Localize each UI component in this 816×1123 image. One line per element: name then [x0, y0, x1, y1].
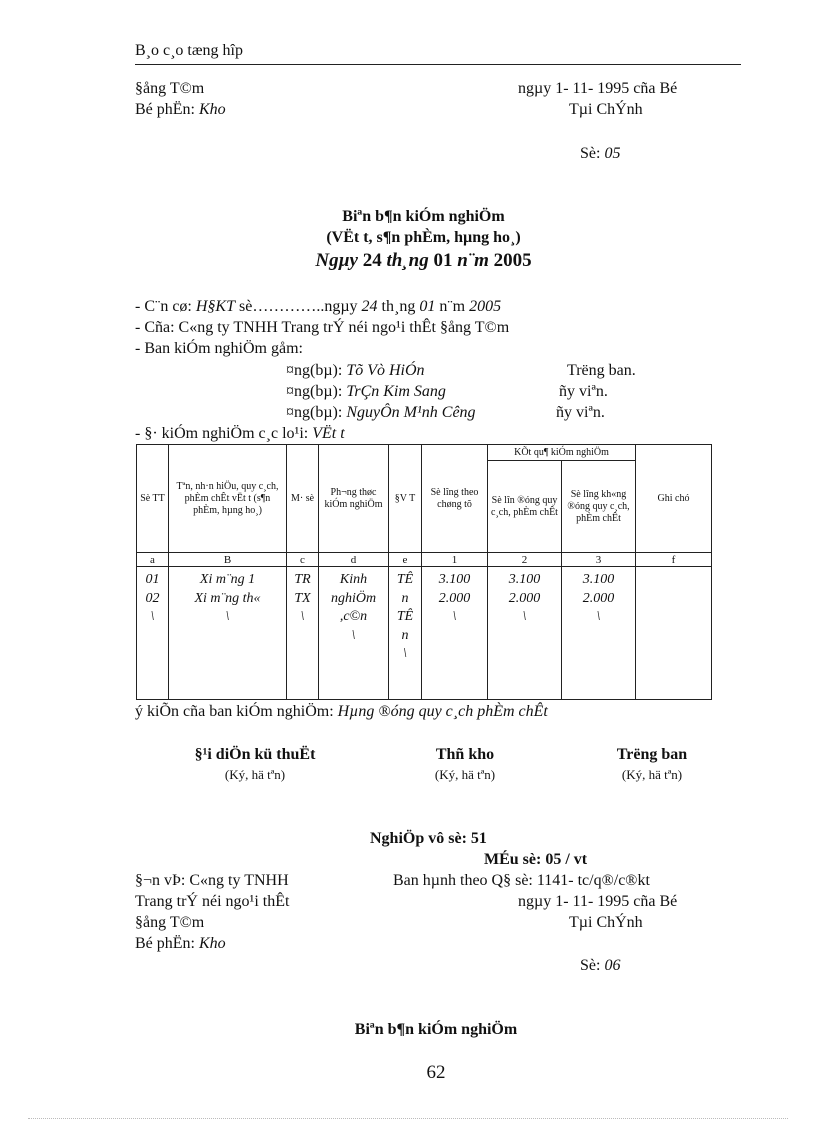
- org-name: §ång T©m: [135, 80, 205, 97]
- org-name-2: §ång T©m: [135, 914, 205, 931]
- col-header-stt: Sè TT: [137, 445, 169, 553]
- ministry: Tµi ChÝnh: [569, 101, 643, 118]
- department: Bé phËn: Kho: [135, 101, 226, 118]
- cell-ok: 3.100 2.000 \: [488, 567, 562, 700]
- letter-cell: 2: [488, 553, 562, 567]
- document-number: Sè: 05: [580, 145, 621, 162]
- letter-cell: d: [319, 553, 389, 567]
- signature-sub-head: (Ký, hä tªn): [621, 767, 683, 782]
- letter-cell: e: [389, 553, 422, 567]
- cell-stt: 01 02 \: [137, 567, 169, 700]
- letter-cell: 3: [562, 553, 636, 567]
- decision-date: ngµy 1- 11- 1995 cña Bé: [518, 80, 678, 97]
- department-2: Bé phËn: Kho: [135, 935, 226, 952]
- transaction-number: NghiÖp vô sè: 51: [370, 830, 487, 847]
- unit-line2: Trang trÝ néi ngo¹i thÊt: [135, 893, 290, 910]
- member-2: ¤ng(bµ): TrÇn Kim Sang: [286, 383, 446, 400]
- member-3-role: ñy viªn.: [556, 404, 605, 421]
- table-row: [137, 567, 712, 700]
- letter-cell: f: [636, 553, 712, 567]
- col-header-ok: Sè lîn ®óng quy c¸ch, phÈm chÊt: [488, 461, 562, 553]
- page-bottom-border: [28, 1118, 788, 1119]
- cell-method: Kinh nghiÖm ,c©n \: [319, 567, 389, 700]
- col-header-note: Ghi chó: [636, 445, 712, 553]
- report-date: Ngµy 24 th¸ng 01 n¨m 2005: [315, 250, 532, 271]
- page-number: 62: [426, 1062, 446, 1083]
- report-title: Biªn b¶n kiÓm nghiÖm: [342, 208, 505, 225]
- signature-sub-storekeeper: (Ký, hä tªn): [434, 767, 496, 782]
- signature-title-head: Trëng ban: [616, 746, 688, 763]
- committee-opinion: ý kiÕn cña ban kiÓm nghiÖm: Hµng ®óng quy c¸ch phÈm chÊt: [135, 703, 548, 720]
- ministry-2: Tµi ChÝnh: [569, 914, 643, 931]
- letter-cell: a: [137, 553, 169, 567]
- member-2-role: ñy viªn.: [559, 383, 608, 400]
- header-rule: [135, 64, 741, 65]
- inspection-table: [136, 444, 712, 700]
- member-1-role: Trëng ban.: [567, 362, 636, 379]
- company-line: - Cña: C«ng ty TNHH Trang trÝ néi ngo¹i thÊt §ång T©m: [135, 319, 510, 336]
- letter-cell: 1: [422, 553, 488, 567]
- signature-title-technical: §¹i diÖn kü thuËt: [194, 746, 316, 763]
- basis-line: - C¨n cø: H§KT sè…………..ngµy 24 th¸ng 01 n¨m 2005: [135, 298, 502, 315]
- col-header-code: M· sè: [287, 445, 319, 553]
- decision-date-2: ngµy 1- 11- 1995 cña Bé: [518, 893, 678, 910]
- letter-cell: c: [287, 553, 319, 567]
- member-1: ¤ng(bµ): Tõ Vò HiÓn: [286, 362, 425, 379]
- cell-qty: 3.100 2.000 \: [422, 567, 488, 700]
- report-title-2: Biªn b¶n kiÓm nghiÖm: [354, 1021, 518, 1038]
- cell-name: Xi m¨ng 1 Xi m¨ng th« \: [169, 567, 287, 700]
- cell-code: TR TX \: [287, 567, 319, 700]
- member-3: ¤ng(bµ): NguyÔn M¹nh Cêng: [286, 404, 476, 421]
- letter-cell: B: [169, 553, 287, 567]
- issued-by-decision: Ban hµnh theo Q§ sè: 1141- tc/q®/c®kt: [393, 872, 650, 889]
- report-subtitle: (VËt t, s¶n phÈm, hµng ho¸): [326, 229, 521, 246]
- cell-unit: TÊ n TÊ n \: [389, 567, 422, 700]
- running-header: B¸o c¸o tæng hîp: [135, 42, 243, 59]
- col-header-not-ok: Sè lîng kh«ng ®óng quy c¸ch, phÈm chÊt: [562, 461, 636, 553]
- col-header-method: Ph¬ng thøc kiÓm nghiÖm: [319, 445, 389, 553]
- cell-not-ok: 3.100 2.000 \: [562, 567, 636, 700]
- form-number: MÉu sè: 05 / vt: [484, 851, 588, 868]
- col-header-qty: Sè lîng theo chøng tõ: [422, 445, 488, 553]
- inspected-line: - §· kiÓm nghiÖm c¸c lo¹i: VËt t: [135, 425, 345, 442]
- unit-label: §¬n vÞ: C«ng ty TNHH: [135, 872, 289, 889]
- col-header-unit: §V T: [389, 445, 422, 553]
- signature-title-storekeeper: Thñ kho: [435, 746, 495, 763]
- document-number-2: Sè: 06: [580, 957, 621, 974]
- col-header-result-group: KÕt qu¶ kiÓm nghiÖm: [488, 445, 636, 461]
- col-header-name: Tªn, nh·n hiÖu, quy c¸ch, phÈm chÊt vËt t (s¶n phÈm, hµng ho¸): [169, 445, 287, 553]
- signature-sub-technical: (Ký, hä tªn): [224, 767, 286, 782]
- committee-line: - Ban kiÓm nghiÖm gåm:: [135, 340, 303, 357]
- cell-note: [636, 567, 712, 700]
